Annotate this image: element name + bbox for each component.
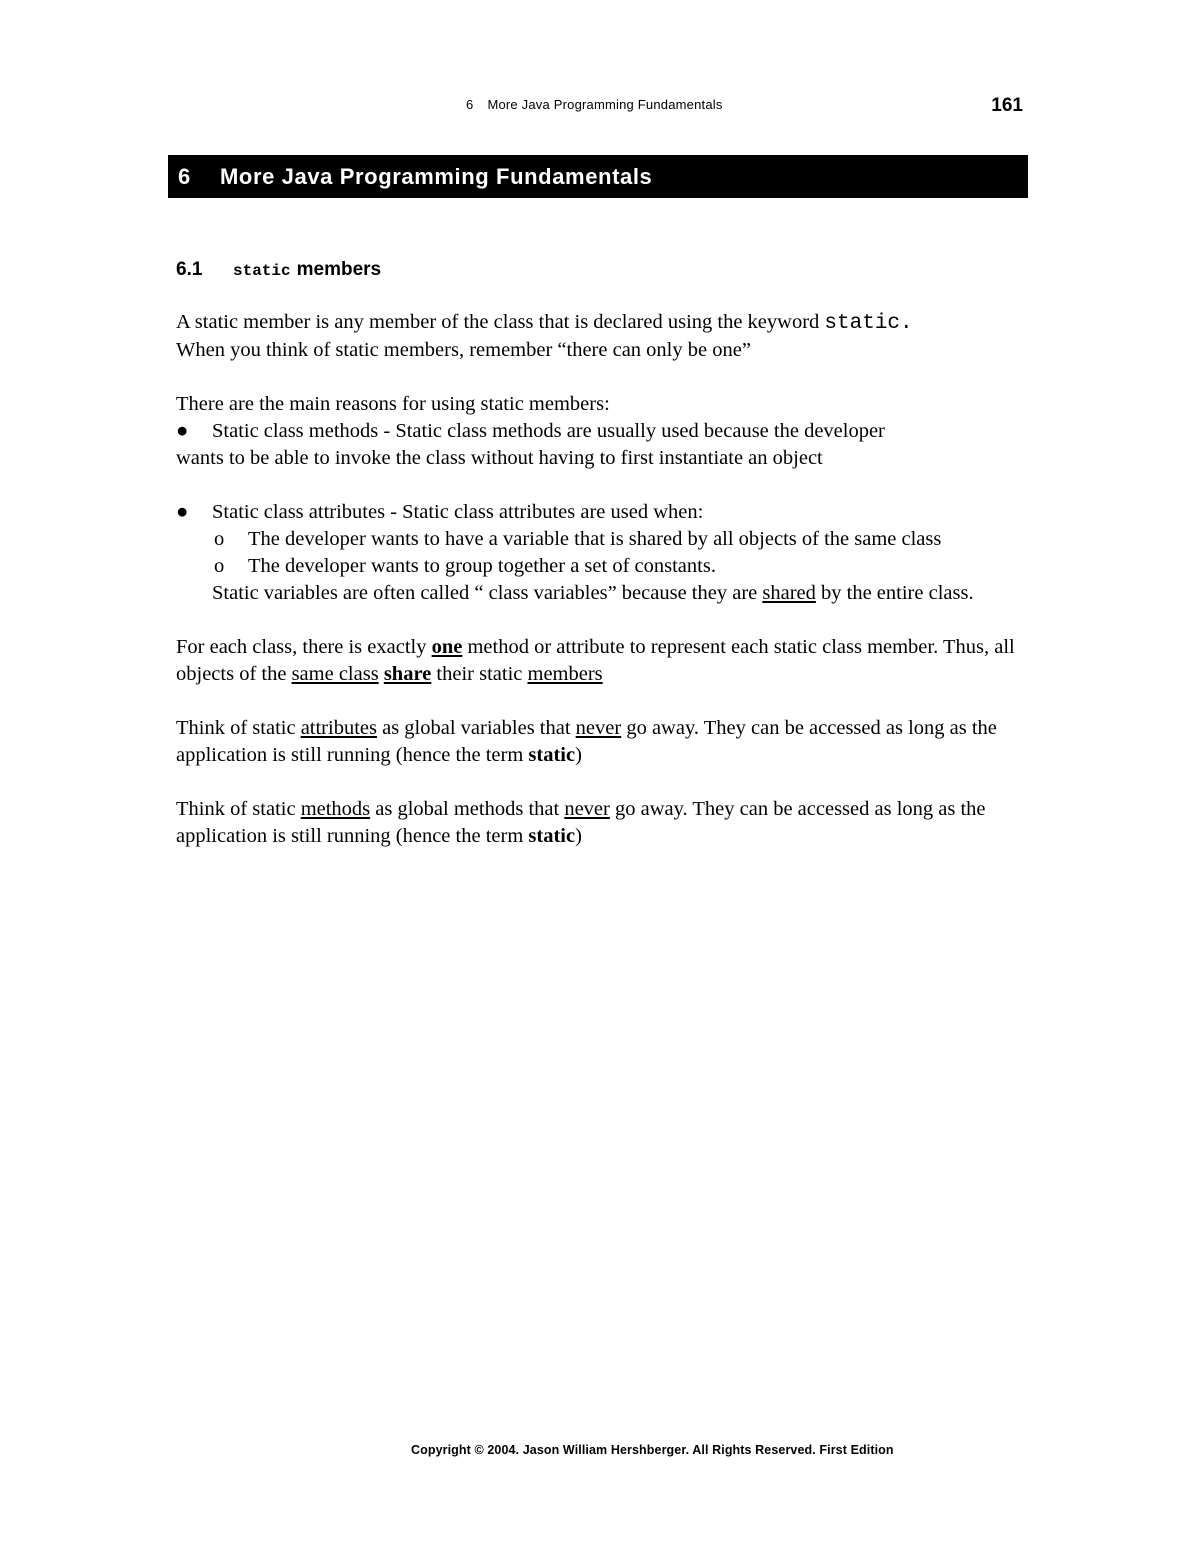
sub-bullet-shared-variable-text: The developer wants to have a variable that is shared by all objects of the same class (248, 528, 942, 550)
chapter-number: 6 (178, 164, 191, 189)
sub-bullet-constants-text: The developer wants to group together a set of constants. (248, 555, 716, 577)
bullet-static-methods (176, 418, 1036, 445)
paragraph-intro (176, 309, 1036, 364)
section-title: members (296, 259, 382, 280)
underlined-never: never (564, 798, 610, 820)
underlined-shared: shared (762, 582, 816, 604)
underlined-attributes: attributes (300, 717, 377, 739)
bullet-icon: ● (176, 501, 189, 523)
underlined-methods: methods (300, 798, 371, 820)
emphasis-share: share (383, 663, 432, 685)
sub-bullet-icon: o (214, 555, 225, 577)
sub-bullet-constants (176, 553, 1036, 580)
underlined-members: members (527, 663, 603, 685)
text-run: ) (575, 825, 582, 847)
sub-bullet-shared-variable (176, 526, 1036, 553)
text-run: go away. They can be accessed as long as the application is still running (hence the term (176, 798, 986, 847)
emphasis-one: one (431, 636, 463, 658)
section-heading (176, 259, 381, 281)
class-variables-note-b: by the entire class. (815, 582, 974, 604)
running-header-chapter-num: 6 (466, 97, 474, 112)
sub-bullet-icon: o (214, 528, 225, 550)
bold-static: static (528, 825, 576, 847)
copyright-footer: Copyright © 2004. Jason William Hershberger. All Rights Reserved. First Edition (411, 1443, 894, 1457)
text-run: as global variables that (376, 717, 576, 739)
text-run: method or attribute to represent each static class member. Thus, all objects of the (176, 636, 1015, 685)
text-run: as global methods that (370, 798, 565, 820)
bullet-static-methods-text: Static class methods - Static class methods are usually used because the developer (212, 420, 885, 442)
underlined-never: never (575, 717, 622, 739)
chapter-title: More Java Programming Fundamentals (220, 164, 653, 189)
paragraph-exactly-one (176, 634, 1036, 688)
bullet-static-methods-continued: wants to be able to invoke the class without having to first instantiate an object (176, 447, 823, 469)
bullet-static-attributes (176, 499, 1036, 526)
bold-static: static (528, 744, 576, 766)
underlined-same-class: same class (291, 663, 379, 685)
reasons-intro: There are the main reasons for using static members: (176, 393, 610, 415)
body-text (176, 309, 1036, 850)
section-number: 6.1 (176, 259, 203, 280)
class-variables-note-a: Static variables are often called “ class variables” because they are (212, 582, 763, 604)
chapter-title-bar (168, 155, 1028, 198)
class-variables-note (176, 580, 1036, 607)
text-run: Think of static (176, 798, 301, 820)
running-header-title: More Java Programming Fundamentals (487, 97, 723, 112)
text-run: go away. They can be accessed as long as the application is still running (hence the term (176, 717, 997, 766)
text-run: Think of static (176, 717, 301, 739)
bullet-icon: ● (176, 420, 189, 442)
paragraph-static-methods (176, 796, 1036, 850)
paragraph-intro-line2: When you think of static members, remember “there can only be one” (176, 339, 751, 361)
text-run: For each class, there is exactly (176, 636, 432, 658)
text-run: their static (431, 663, 528, 685)
paragraph-static-attributes (176, 715, 1036, 769)
running-header (466, 97, 723, 112)
page-number: 161 (991, 95, 1023, 116)
paragraph-intro-text: A static member is any member of the class that is declared using the keyword (176, 311, 825, 333)
bullet-static-attributes-text: Static class attributes - Static class attributes are used when: (212, 501, 704, 523)
section-code-keyword: static (233, 262, 291, 280)
keyword-static: static. (824, 312, 913, 335)
text-run: ) (575, 744, 582, 766)
